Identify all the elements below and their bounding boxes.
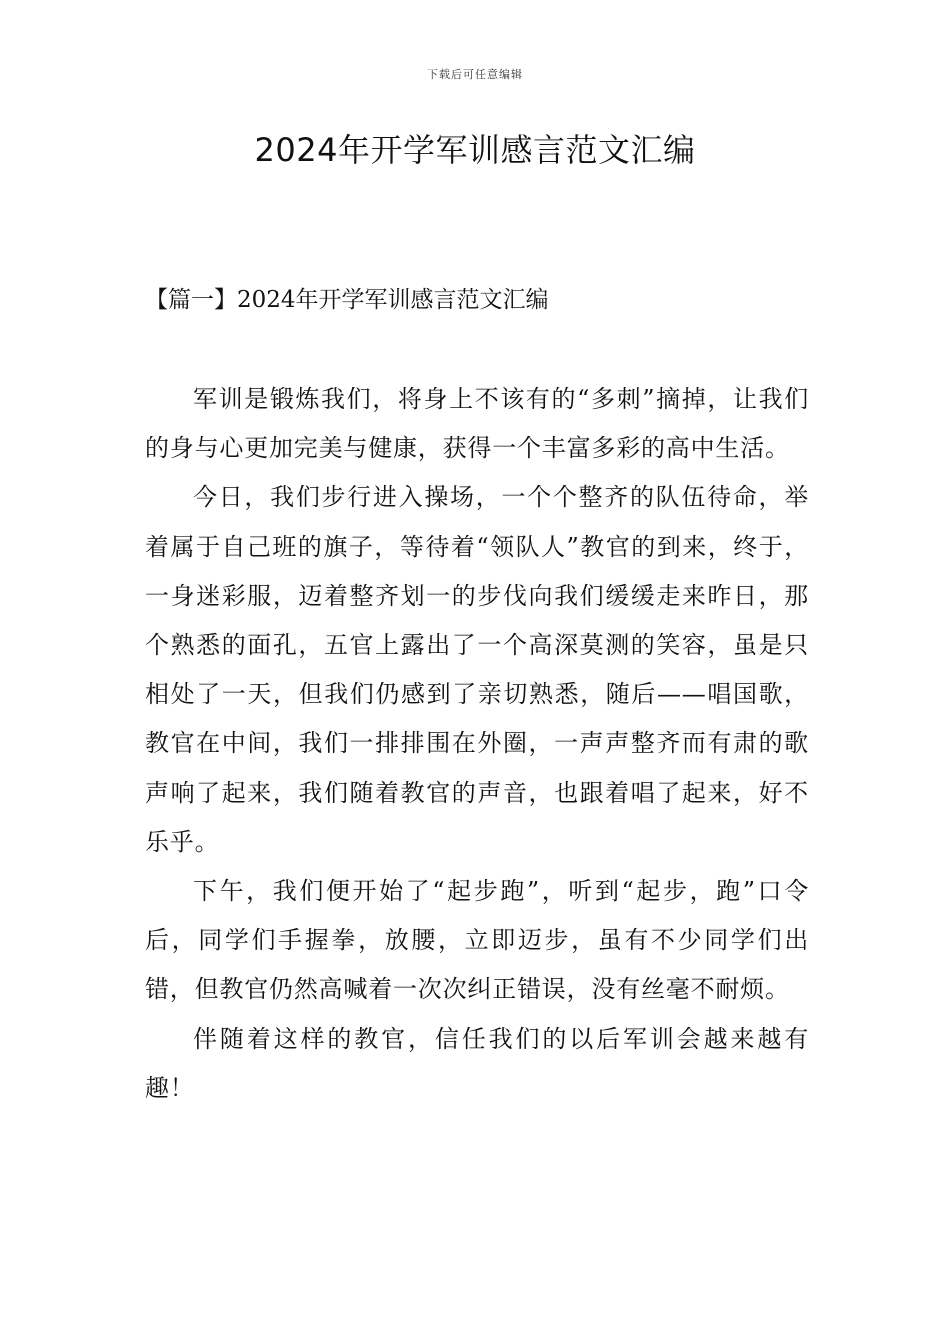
header-note: 下载后可任意编辑 (427, 68, 523, 81)
document-title: 2024年开学军训感言范文汇编 (254, 131, 696, 169)
section-heading: 【篇一】2024年开学军训感言范文汇编 (145, 287, 549, 313)
paragraph-2: 今日，我们步行进入操场，一个个整齐的队伍待命，举着属于自己班的旗子，等待着“领队人”教官的到来，终于，一身迷彩服，迈着整齐划一的步伐向我们缓缓走来昨日，那个熟悉的面孔，五官上露出了一个高深莫测的笑容，虽是只相处了一天，但我们仍感到了亲切熟悉，随后——唱国歌，教官在中间，我们一排排围在外圈，一声声整齐而有肃的歌声响了起来，我们随着教官的声音，也跟着唱了起来，好不乐乎。 (145, 483, 809, 856)
paragraph-1: 军训是锻炼我们，将身上不该有的“多刺”摘掉，让我们的身与心更加完美与健康，获得一个丰富多彩的高中生活。 (145, 385, 809, 463)
body-text (145, 375, 809, 1113)
paragraph-4: 伴随着这样的教官，信任我们的以后军训会越来越有趣！ (145, 1024, 809, 1102)
paragraph-3: 下午，我们便开始了“起步跑”，听到“起步，跑”口令后，同学们手握拳，放腰，立即迈步，虽有不少同学们出错，但教官仍然高喊着一次次纠正错误，没有丝毫不耐烦。 (145, 877, 809, 1004)
